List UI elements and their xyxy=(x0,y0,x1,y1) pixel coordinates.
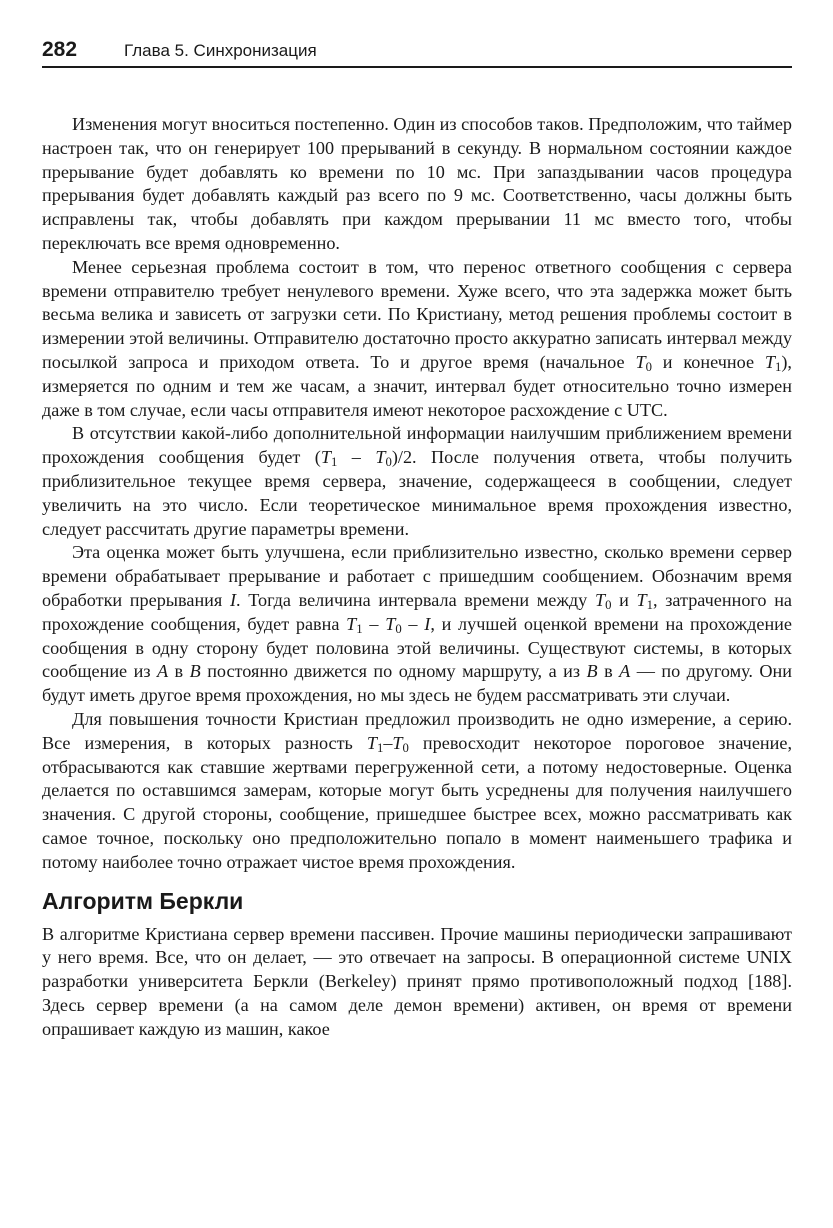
paragraph-3: В отсутствии какой-либо дополнительной информации наилучшим приближением времени прохождения сообщения будет $(T_1 - T_0)/2$. После получения ответа, чтобы получить приблизительное текущее время сервера, значение, содержащееся в сообщении, следует увеличить на это число. Если теоретическое минимальное время прохождения известно, следует рассчитать другие параметры времени. xyxy=(42,423,792,539)
paragraph-2: Менее серьезная проблема состоит в том, что перенос ответного сообщения с сервера времени отправителю требует ненулевого времени. Хуже всего, что эта задержка может быть весьма велика и зависеть от загрузки сети. По Кристиану, метод решения проблемы состоит в измерении этой величины. Отправителю достаточно просто аккуратно записать интервал между посылкой запроса и приходом ответа. То и другое время (начальное $T_0$ и конечное $T_1$), измеряется по одним и тем же часам, а значит, интервал будет относительно точно измерен даже в том случае, если часы отправителя имеют некоторое расхождение с UTC. xyxy=(42,256,792,420)
section-heading: Алгоритм Беркли xyxy=(42,887,244,914)
page-body xyxy=(42,113,792,1041)
paragraph-6: В алгоритме Кристиана сервер времени пассивен. Прочие машины периодически запрашивают у него время. Все, что он делает, — это отвечает на запросы. В операционной системе UNIX разработки университета Беркли (Berkeley) принят прямо противоположный подход [188]. Здесь сервер времени (а на самом деле демон времени) активен, он время от времени опрашивает каждую из машин, какое xyxy=(42,923,792,1039)
page-number: 282 xyxy=(42,38,78,61)
paragraph-1: Изменения могут вноситься постепенно. Один из способов таков. Предположим, что таймер настроен так, что он генерирует 100 прерываний в секунду. В нормальном состоянии каждое прерывание будет добавлять ко времени по 10 мс. При запаздывании часов процедура прерывания будет добавлять каждый раз всего по 9 мс. Соответственно, часы должны быть исправлены так, чтобы добавлять при каждом прерывании 11 мс вместо того, чтобы переключать все время одновременно. xyxy=(42,114,792,253)
running-header xyxy=(42,38,792,68)
chapter-title: Глава 5. Синхронизация xyxy=(124,41,317,60)
paragraph-4: Эта оценка может быть улучшена, если приблизительно известно, сколько времени сервер времени обрабатывает прерывание и работает с пришедшим сообщением. Обозначим время обработки прерывания I. Тогда величина интервала времени между $T_0$ и $T_1$, затраченного на прохождение сообщения, будет равна $T_1 - T_0$ – I, и лучшей оценкой времени на прохождение сообщения в одну сторону будет половина этой величины. Существуют системы, в которых сообщение из A в B постоянно движется по одному маршруту, а из B в A — по другому. Они будут иметь другое время прохождения, но мы здесь не будем рассматривать эти случаи. xyxy=(42,542,792,706)
paragraph-5: Для повышения точности Кристиан предложил производить не одно измерение, а серию. Все измерения, в которых разность $T_1-T_0$ превосходит некоторое пороговое значение, отбрасываются как ставшие жертвами перегруженной сети, а потому недостоверные. Оценка делается по оставшимся замерам, которые могут быть усреднены для получения наилучшего значения. С другой стороны, сообщение, пришедшее быстрее всех, можно рассматривать как самое точное, поскольку оно предположительно попало в момент наименьшего трафика и потому наиболее точно отражает чистое время прохождения. xyxy=(42,708,792,872)
